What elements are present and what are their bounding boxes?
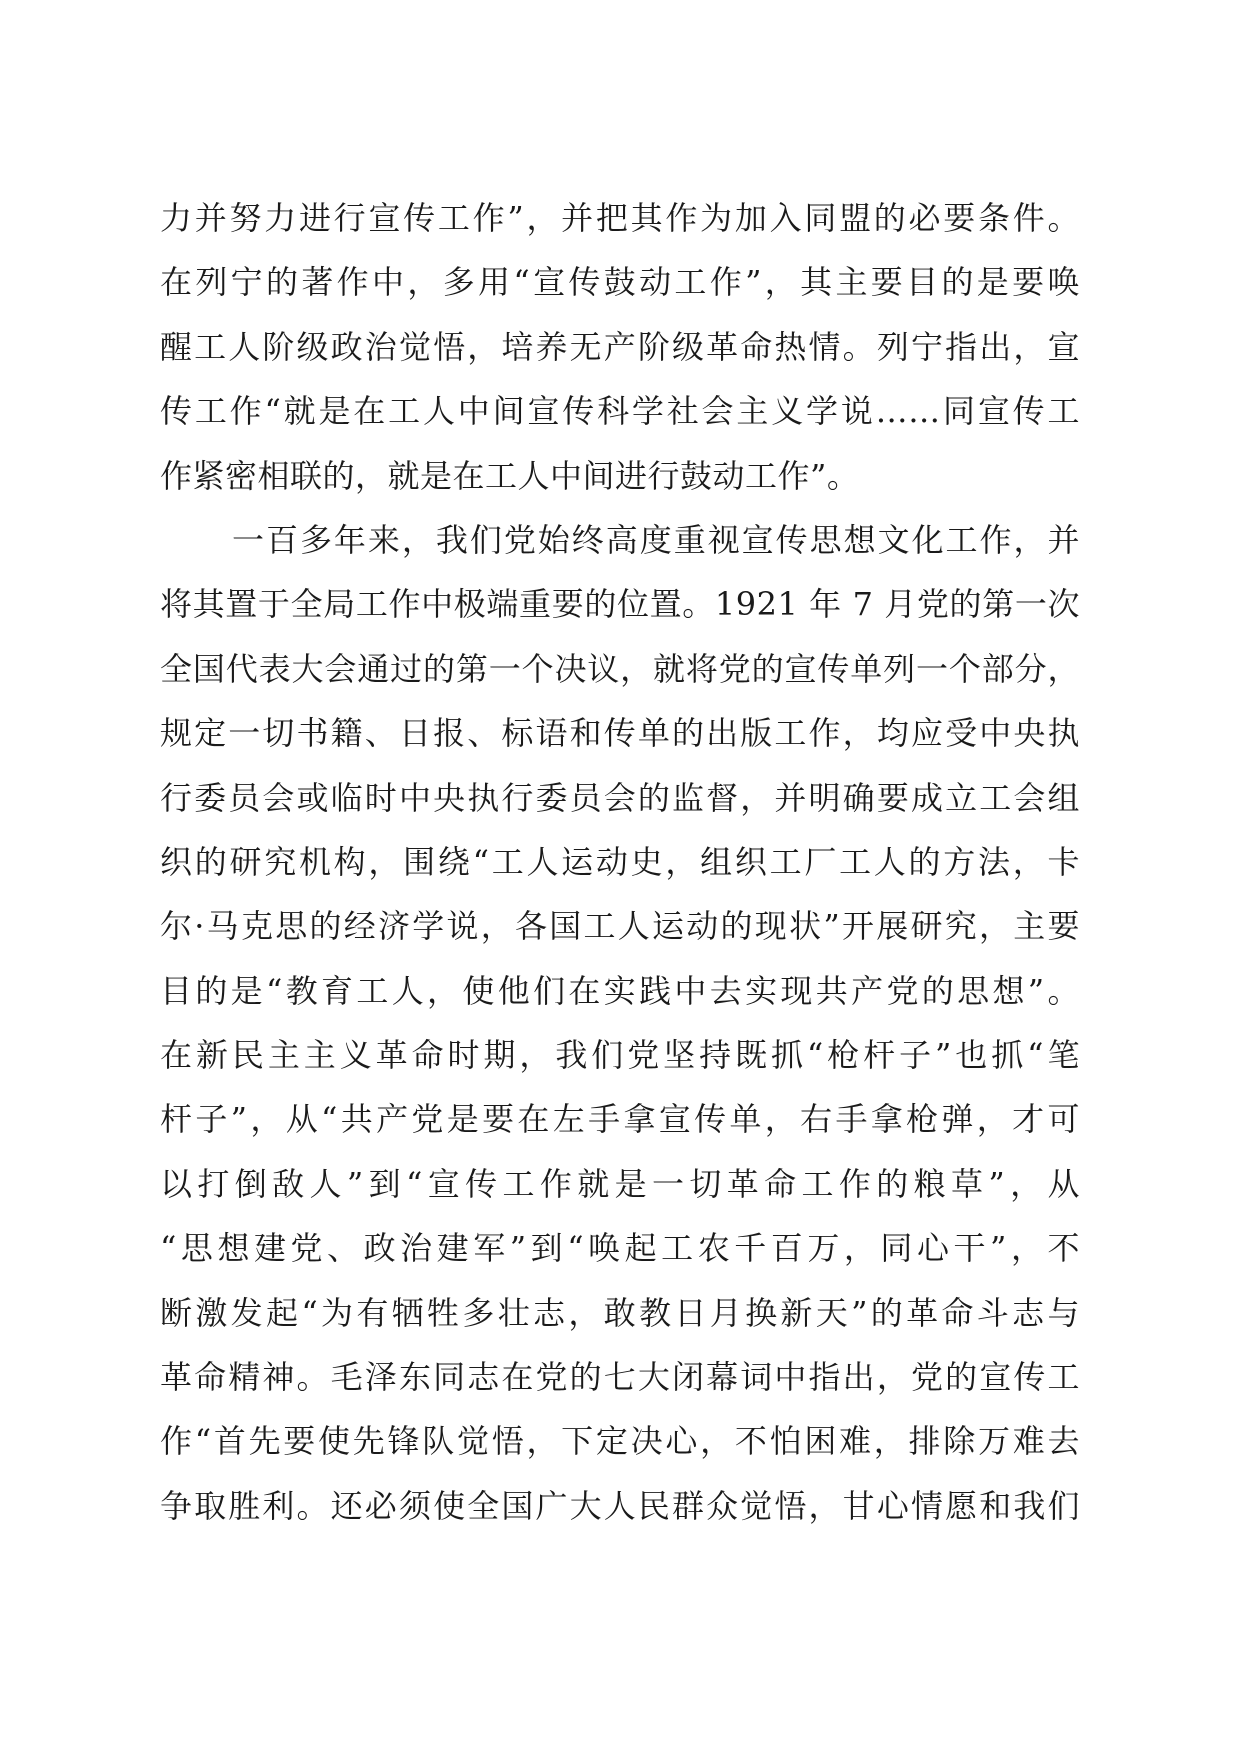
text-line: 醒工人阶级政治觉悟，培养无产阶级革命热情。列宁指出，宣 — [160, 327, 1080, 366]
text-line: 全国代表大会通过的第一个决议，就将党的宣传单列一个部分， — [160, 649, 1080, 688]
text-line: 以打倒敌人”到“宣传工作就是一切革命工作的粮草”，从 — [160, 1164, 1080, 1203]
text-line: 目的是“教育工人，使他们在实践中去实现共产党的思想”。 — [160, 971, 1080, 1010]
text-line: “思想建党、政治建军”到“唤起工农千百万，同心干”，不 — [160, 1229, 1080, 1268]
text-line: 杆子”，从“共产党是要在左手拿宣传单，右手拿枪弹，才可 — [160, 1100, 1080, 1139]
text-line: 争取胜利。还必须使全国广大人民群众觉悟，甘心情愿和我们 — [160, 1486, 1080, 1525]
text-line: 力并努力进行宣传工作”，并把其作为加入同盟的必要条件。 — [160, 199, 1080, 237]
paragraph-first-line: 一百多年来，我们党始终高度重视宣传思想文化工作，并 — [232, 520, 1080, 559]
text-line: 作紧密相联的，就是在工人中间进行鼓动工作”。 — [160, 456, 860, 495]
text-line: 传工作“就是在工人中间宣传科学社会主义学说……同宣传工 — [160, 392, 1080, 431]
text-line: 尔·马克思的经济学说，各国工人运动的现状”开展研究，主要 — [160, 907, 1080, 946]
body-text — [160, 186, 1080, 1538]
text-line: 作“首先要使先锋队觉悟，下定决心，不怕困难，排除万难去 — [160, 1422, 1080, 1461]
text-line: 在新民主主义革命时期，我们党坚持既抓“枪杆子”也抓“笔 — [160, 1036, 1080, 1075]
text-line: 织的研究机构，围绕“工人运动史，组织工厂工人的方法，卡 — [160, 842, 1080, 881]
text-line: 规定一切书籍、日报、标语和传单的出版工作，均应受中央执 — [160, 714, 1080, 753]
text-line: 革命精神。毛泽东同志在党的七大闭幕词中指出，党的宣传工 — [160, 1358, 1080, 1397]
text-line: 断激发起“为有牺牲多壮志，敢教日月换新天”的革命斗志与 — [160, 1293, 1080, 1332]
text-line: 将其置于全局工作中极端重要的位置。1921 年 7 月党的第一次 — [160, 585, 1080, 624]
text-line: 行委员会或临时中央执行委员会的监督，并明确要成立工会组 — [160, 778, 1080, 817]
text-line: 在列宁的著作中，多用“宣传鼓动工作”，其主要目的是要唤 — [160, 263, 1080, 302]
